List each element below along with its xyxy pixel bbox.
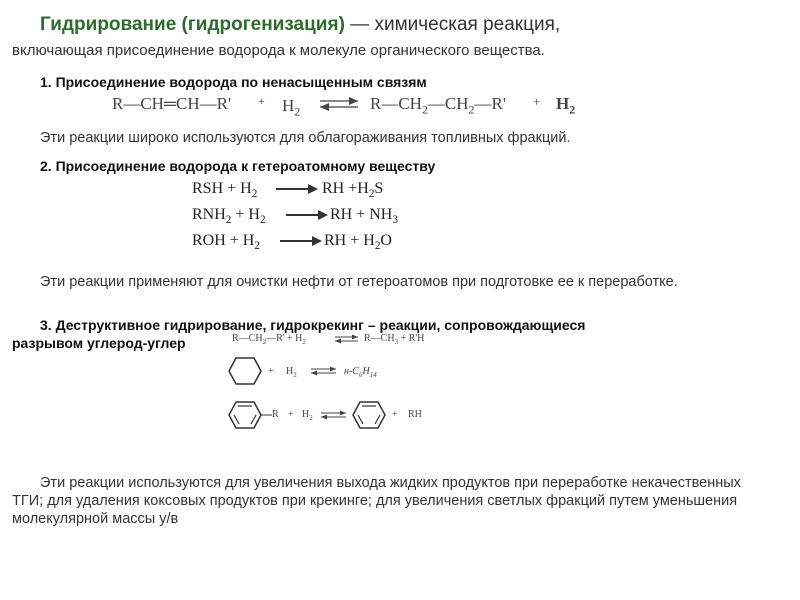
h2-reactant: $H_2$ xyxy=(302,409,313,422)
benzene-ring-icon xyxy=(352,400,386,430)
section3-heading-line2: разрывом углерод-углер xyxy=(12,335,186,351)
equilibrium-arrow xyxy=(334,334,360,344)
right-arrow-icon xyxy=(284,208,330,222)
title-term: Гидрирование (гидрогенизация) xyxy=(40,14,345,35)
plus-sign: + xyxy=(533,94,541,109)
bond-line xyxy=(260,412,272,418)
product-rh-nh3: RH + $NH_3$ xyxy=(330,206,398,227)
title-line2: включающая присоединение водорода к молекуле органического вещества. xyxy=(12,42,545,59)
r-group: R xyxy=(272,409,279,420)
section1-heading: 1. Присоединение водорода по ненасыщенным связям xyxy=(40,74,427,90)
right-arrow-icon xyxy=(274,182,320,196)
hydrocracking-eq-lhs: $R—CH_2—R' + H_2$ xyxy=(232,333,306,346)
section3-heading-line1: 3. Деструктивное гидрирование, гидрокрекинг – реакции, сопровождающиеся xyxy=(40,317,586,333)
right-arrow-icon xyxy=(278,234,324,248)
hydrocracking-eq-rhs: $R—CH_3 + R'H$ xyxy=(364,333,425,346)
section2-heading: 2. Присоединение водорода к гетероатомному веществу xyxy=(40,158,436,174)
h2-product: $H_2$ xyxy=(556,94,576,117)
section1-product: $R—CH_2—CH_2—R'$ xyxy=(370,94,506,117)
plus-sign: + xyxy=(258,94,265,108)
plus-sign: + xyxy=(392,409,398,420)
section1-equation: R—CH═CH—R' xyxy=(112,94,232,113)
section3-note: Эти реакции используются для увеличения выхода жидких продуктов при переработке некачественных ТГИ; для удаления коксовых продуктов при крекинге; для увеличения светлых фракций путем уменьшения молекулярной массы у/в xyxy=(12,475,741,527)
h2-reactant: $H_2$ xyxy=(282,96,301,119)
cyclohexane-ring-icon xyxy=(228,356,262,386)
page-title xyxy=(40,14,560,36)
equilibrium-arrow xyxy=(318,96,360,112)
product-rh-h2s: RH $+H_2S$ xyxy=(322,180,384,201)
rh-product: RH xyxy=(408,409,422,420)
equilibrium-arrow xyxy=(310,366,338,376)
product-rh-h2o: RH + $H_2O$ xyxy=(324,232,392,253)
reaction-rnh2: $RNH_2 + H_2$ xyxy=(192,206,266,227)
reaction-rsh: RSH + $H_2$ xyxy=(192,180,258,201)
n-hexane-product: $н-C_6H_{14}$ xyxy=(344,366,377,379)
title-definition: — химическая реакция, xyxy=(344,14,561,35)
equilibrium-arrow xyxy=(320,410,348,420)
h2-reactant: $H_2$ xyxy=(286,366,297,379)
plus-sign: + xyxy=(288,409,294,420)
section1-note: Эти реакции широко используются для облагораживания топливных фракций. xyxy=(40,130,571,146)
benzene-ring-icon xyxy=(228,400,262,430)
reaction-roh: ROH + $H_2$ xyxy=(192,232,260,253)
plus-sign: + xyxy=(268,366,274,377)
section2-note: Эти реакции применяют для очистки нефти от гетероатомов при подготовке ее к переработке. xyxy=(40,274,678,290)
